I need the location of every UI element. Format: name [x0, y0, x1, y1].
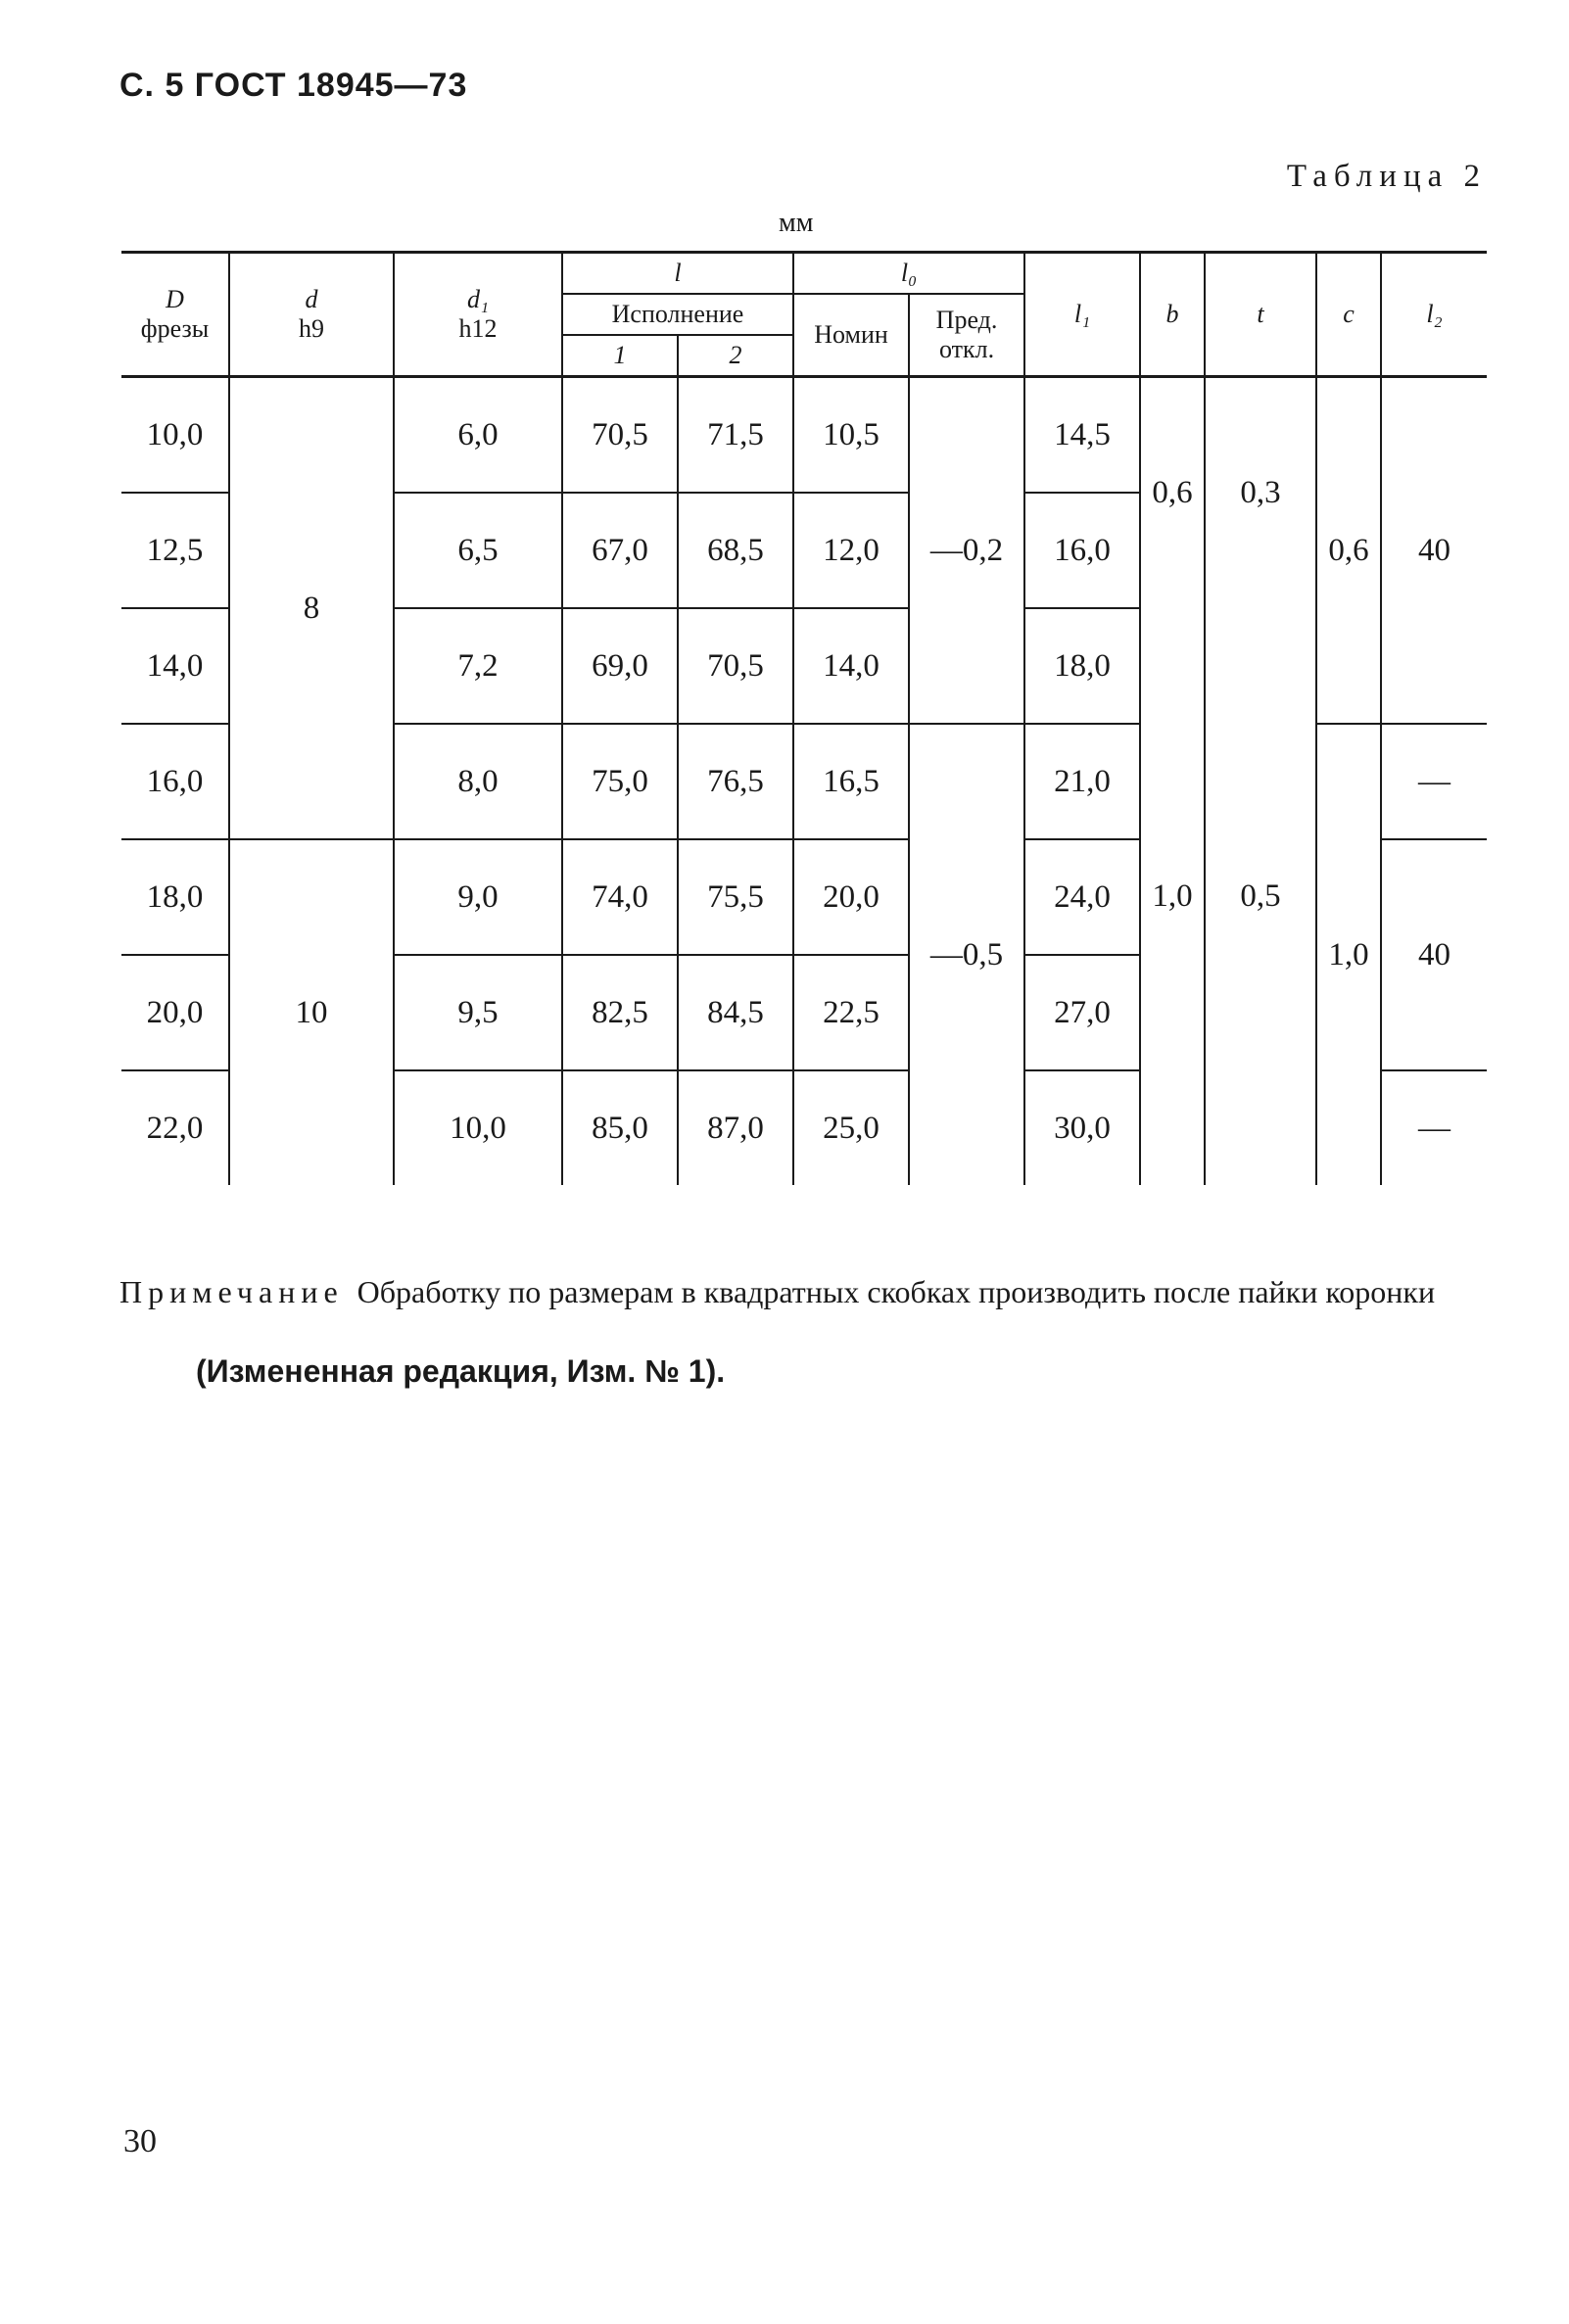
cell-l0-nomin: 10,5 — [793, 377, 909, 494]
cell-l2: 40 — [1381, 839, 1487, 1070]
cell-l2: 40 — [1381, 377, 1487, 725]
cell-l0-nomin: 22,5 — [793, 955, 909, 1070]
cell-D: 18,0 — [121, 839, 229, 955]
cell-l0-nomin: 12,0 — [793, 493, 909, 608]
cell-l2: — — [1381, 724, 1487, 839]
header-c: c — [1316, 253, 1381, 377]
cell-d1: 6,0 — [394, 377, 562, 494]
cell-l1: 18,0 — [1024, 608, 1140, 724]
cell-l0-nomin: 14,0 — [793, 608, 909, 724]
header-t: t — [1205, 253, 1316, 377]
cell-l-isp2: 87,0 — [678, 1070, 793, 1185]
cell-l1: 16,0 — [1024, 493, 1140, 608]
header-d: d h9 — [229, 253, 394, 377]
header-l: l — [562, 253, 793, 295]
cell-d1: 10,0 — [394, 1070, 562, 1185]
amendment-note: (Измененная редакция, Изм. № 1). — [196, 1353, 726, 1389]
cell-l0-nomin: 20,0 — [793, 839, 909, 955]
header-isp-2: 2 — [678, 335, 793, 377]
document-header: С. 5 ГОСТ 18945—73 — [119, 67, 468, 104]
cell-l0-nomin: 25,0 — [793, 1070, 909, 1185]
header-l0: l₀ — [793, 253, 1024, 295]
cell-l1: 24,0 — [1024, 839, 1140, 955]
cell-l-isp1: 67,0 — [562, 493, 678, 608]
cell-l-isp1: 74,0 — [562, 839, 678, 955]
note-label: Примечание — [119, 1274, 344, 1309]
cell-l-isp2: 75,5 — [678, 839, 793, 955]
dimensions-table — [121, 251, 1487, 1185]
cell-d1: 7,2 — [394, 608, 562, 724]
header-l1: l₁ — [1024, 253, 1140, 377]
cell-D: 10,0 — [121, 377, 229, 494]
header-pred-otkl: Пред. откл. — [909, 294, 1024, 377]
cell-l-isp1: 75,0 — [562, 724, 678, 839]
cell-l-isp2: 84,5 — [678, 955, 793, 1070]
cell-l-isp2: 70,5 — [678, 608, 793, 724]
cell-l-isp1: 69,0 — [562, 608, 678, 724]
cell-l0-pred: —0,5 — [909, 724, 1024, 1185]
cell-D: 22,0 — [121, 1070, 229, 1185]
cell-c: 0,6 — [1316, 377, 1381, 725]
table-caption: Таблица 2 — [1286, 159, 1487, 194]
cell-l-isp2: 71,5 — [678, 377, 793, 494]
cell-l-isp1: 82,5 — [562, 955, 678, 1070]
cell-D: 20,0 — [121, 955, 229, 1070]
cell-l1: 21,0 — [1024, 724, 1140, 839]
cell-l1: 14,5 — [1024, 377, 1140, 494]
cell-D: 14,0 — [121, 608, 229, 724]
cell-d1: 8,0 — [394, 724, 562, 839]
header-nomin: Номин — [793, 294, 909, 377]
cell-d1: 9,5 — [394, 955, 562, 1070]
cell-b: 0,6 — [1140, 377, 1205, 609]
cell-D: 16,0 — [121, 724, 229, 839]
cell-l-isp2: 76,5 — [678, 724, 793, 839]
table-note — [119, 1273, 1491, 1310]
note-text: Обработку по размерам в квадратных скобках производить после пайки коронки — [357, 1274, 1436, 1309]
cell-t: 0,5 — [1205, 608, 1316, 1185]
cell-l0-pred: —0,2 — [909, 377, 1024, 725]
cell-d: 8 — [229, 377, 394, 840]
header-D: D фрезы — [121, 253, 229, 377]
cell-d1: 9,0 — [394, 839, 562, 955]
cell-l0-nomin: 16,5 — [793, 724, 909, 839]
cell-l-isp1: 70,5 — [562, 377, 678, 494]
cell-l-isp1: 85,0 — [562, 1070, 678, 1185]
cell-d1: 6,5 — [394, 493, 562, 608]
cell-d: 10 — [229, 839, 394, 1185]
cell-l2: — — [1381, 1070, 1487, 1185]
header-ispolnenie: Исполнение — [562, 294, 793, 335]
cell-l-isp2: 68,5 — [678, 493, 793, 608]
cell-c: 1,0 — [1316, 724, 1381, 1185]
cell-b: 1,0 — [1140, 608, 1205, 1185]
cell-t: 0,3 — [1205, 377, 1316, 609]
header-b: b — [1140, 253, 1205, 377]
header-isp-1: 1 — [562, 335, 678, 377]
header-d1: d₁ h12 — [394, 253, 562, 377]
header-l2: l₂ — [1381, 253, 1487, 377]
cell-l1: 27,0 — [1024, 955, 1140, 1070]
units-label: мм — [779, 208, 814, 238]
table-row — [121, 377, 1487, 494]
cell-l1: 30,0 — [1024, 1070, 1140, 1185]
page-number: 30 — [123, 2123, 157, 2159]
cell-D: 12,5 — [121, 493, 229, 608]
